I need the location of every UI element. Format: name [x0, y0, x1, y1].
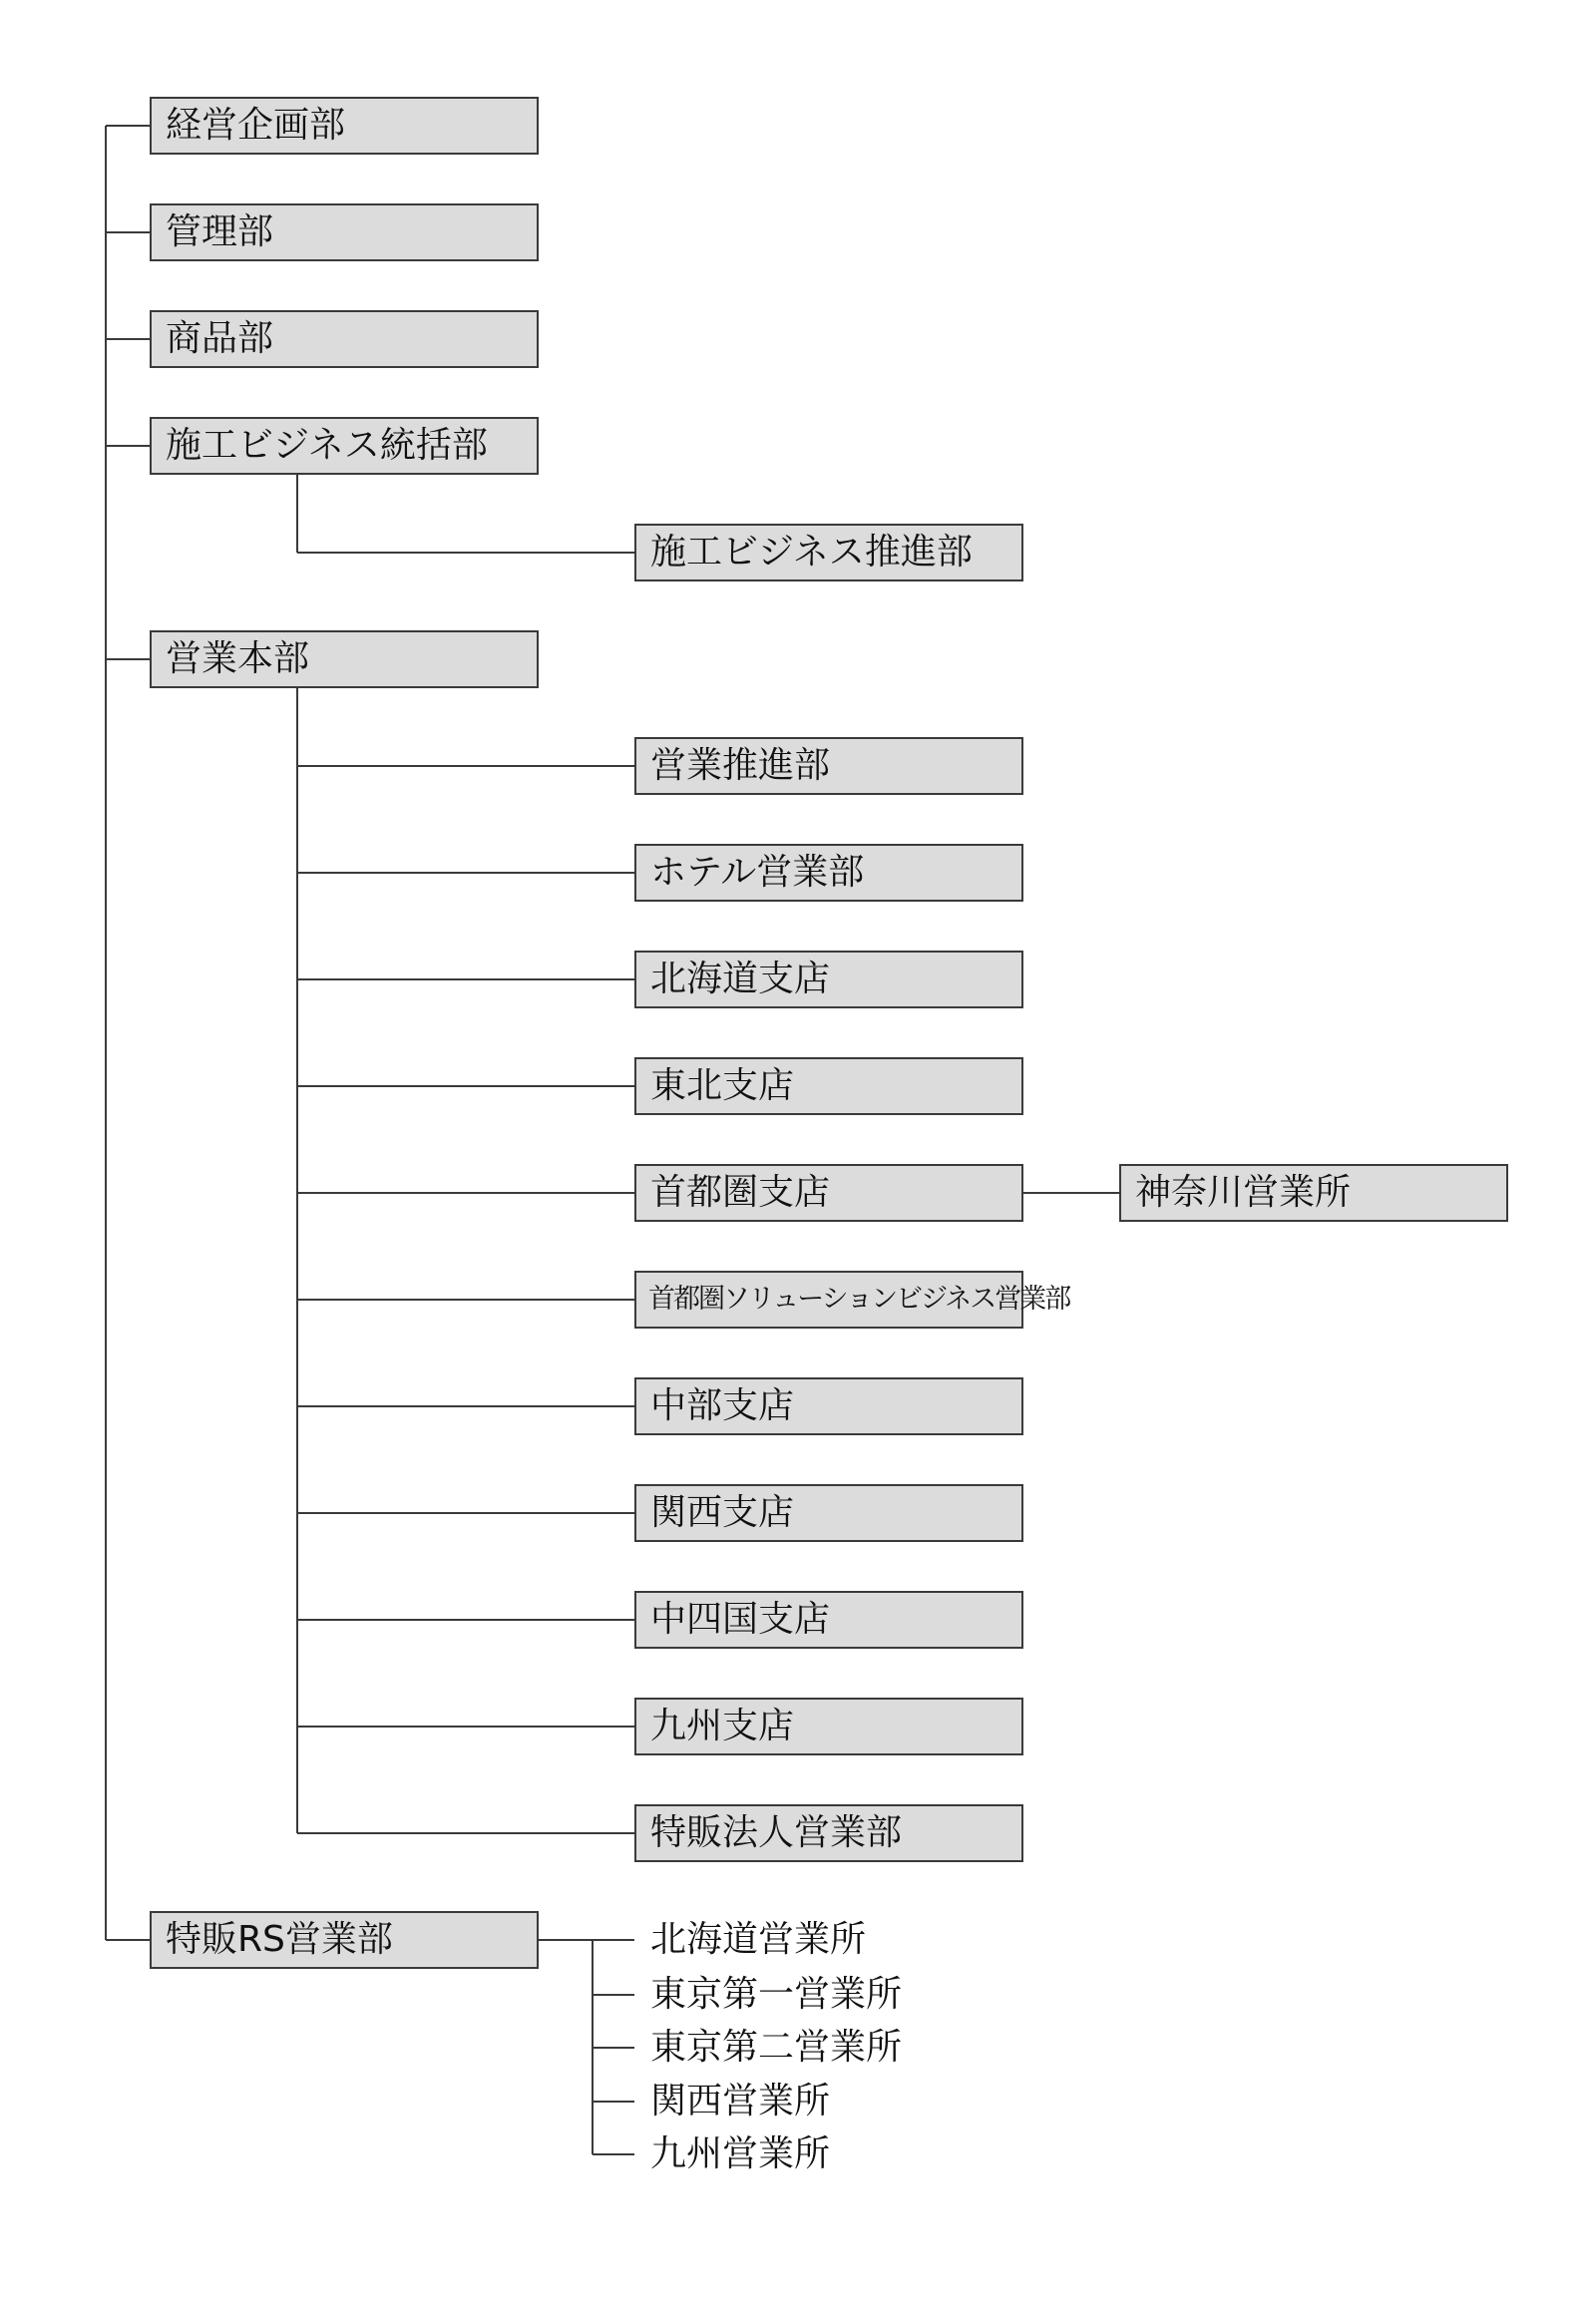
sub-dept-box: 首都圏支店 — [634, 1164, 1023, 1222]
sub-dept-box: 九州支店 — [634, 1698, 1023, 1755]
sub-dept-box: 関西支店 — [634, 1484, 1023, 1542]
sub-dept-box: ホテル営業部 — [634, 844, 1023, 902]
office-label: 東京第一営業所 — [650, 1974, 903, 2015]
dept-box: 施工ビジネス統括部 — [150, 417, 539, 475]
sub-dept-box: 特販法人営業部 — [634, 1804, 1023, 1862]
sub-dept-box: 首都圏ソリューションビジネス営業部 — [634, 1271, 1023, 1329]
dept-box: 経営企画部 — [150, 97, 539, 155]
office-label: 九州営業所 — [650, 2133, 831, 2174]
sub-dept-box: 営業推進部 — [634, 737, 1023, 795]
dept-box: 商品部 — [150, 310, 539, 368]
sub-dept-box: 施工ビジネス推進部 — [634, 524, 1023, 581]
office-label: 東京第二営業所 — [650, 2027, 903, 2068]
dept-box: 営業本部 — [150, 630, 539, 688]
office-box: 神奈川営業所 — [1119, 1164, 1508, 1222]
dept-box: 特販RS営業部 — [150, 1911, 539, 1969]
office-label: 関西営業所 — [650, 2081, 831, 2121]
sub-dept-box: 北海道支店 — [634, 951, 1023, 1008]
sub-dept-box: 中四国支店 — [634, 1591, 1023, 1649]
sub-dept-box: 東北支店 — [634, 1057, 1023, 1115]
sub-dept-box: 中部支店 — [634, 1377, 1023, 1435]
dept-box: 管理部 — [150, 203, 539, 261]
office-label: 北海道営業所 — [650, 1919, 867, 1960]
